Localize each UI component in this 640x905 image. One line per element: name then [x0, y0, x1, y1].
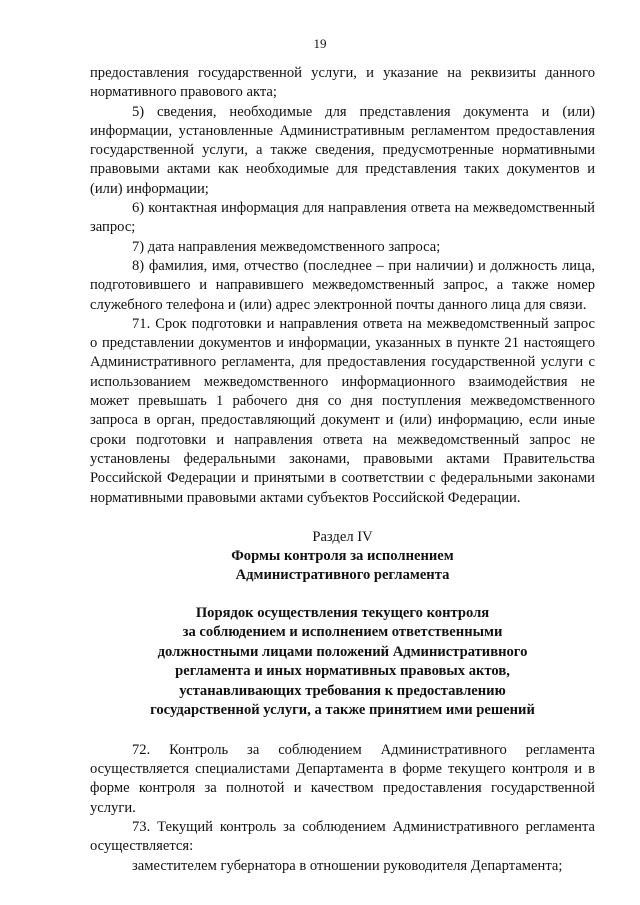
list-item-6: 6) контактная информация для направления ответа на межведомственный запрос; — [90, 200, 595, 236]
paragraph-continuation: предоставления государственной услуги, и указание на реквизиты данного нормативного правового акта; — [90, 65, 595, 101]
page-number: 19 — [313, 36, 327, 51]
clause-72: 72. Контроль за соблюдением Административного регламента осуществляется специалистами Департамента в форме текущего контроля и в форме контроля за полнотой и качеством предоставления государственной услуги. — [90, 741, 595, 816]
subsection-line-6: государственной услуги, а также принятием ими решений — [150, 702, 535, 719]
subsection-line-5: устанавливающих требования к предоставлению — [179, 682, 506, 699]
clause-73-item: заместителем губернатора в отношении руководителя Департамента; — [132, 857, 563, 874]
subsection-line-3: должностными лицами положений Административного — [157, 643, 528, 660]
subsection-line-2: за соблюдением и исполнением ответственными — [182, 624, 503, 641]
subsection-line-4: регламента и иных нормативных правовых актов, — [175, 663, 510, 680]
section-number: Раздел IV — [312, 528, 373, 545]
clause-73: 73. Текущий контроль за соблюдением Административного регламента осуществляется: — [90, 819, 595, 855]
list-item-8: 8) фамилия, имя, отчество (последнее – при наличии) и должность лица, подготовившего и направившего межведомственный запрос, а также номер служебного телефона и (или) адрес электронной почты данного лица для связи. — [90, 257, 595, 313]
subsection-line-1: Порядок осуществления текущего контроля — [195, 604, 490, 621]
list-item-7: 7) дата направления межведомственного запроса; — [132, 238, 441, 255]
section-title-line-1: Формы контроля за исполнением — [231, 547, 454, 564]
clause-71: 71. Срок подготовки и направления ответа на межведомственный запрос о представлении документов и информации, указанных в пункте 21 настоящего Административного регламента, для предоставления государственной услуги с использованием межведомственного информационного взаимодействия не может превышать 1 рабочего дня со дня поступления межведомственного запроса в орган, предоставляющий документ и (или) информацию, если иные сроки подготовки и направления ответа на межведомственный запрос не установлены федеральными законами, правовыми актами Правительства Российской Федерации и принятыми в соответствии с федеральными законами нормативными правовыми актами субъектов Российской Федерации. — [90, 315, 595, 506]
list-item-5: 5) сведения, необходимые для представления документа и (или) информации, установленные Административным регламентом предоставления государственной услуги, а также сведения, предусмотренные нормативными правовыми актами как необходимые для представления таких документов и (или) информации; — [90, 103, 595, 197]
section-title-line-2: Административного регламента — [235, 566, 450, 583]
subsection-heading — [90, 604, 595, 721]
section-heading — [90, 528, 595, 585]
document-body — [90, 64, 595, 876]
